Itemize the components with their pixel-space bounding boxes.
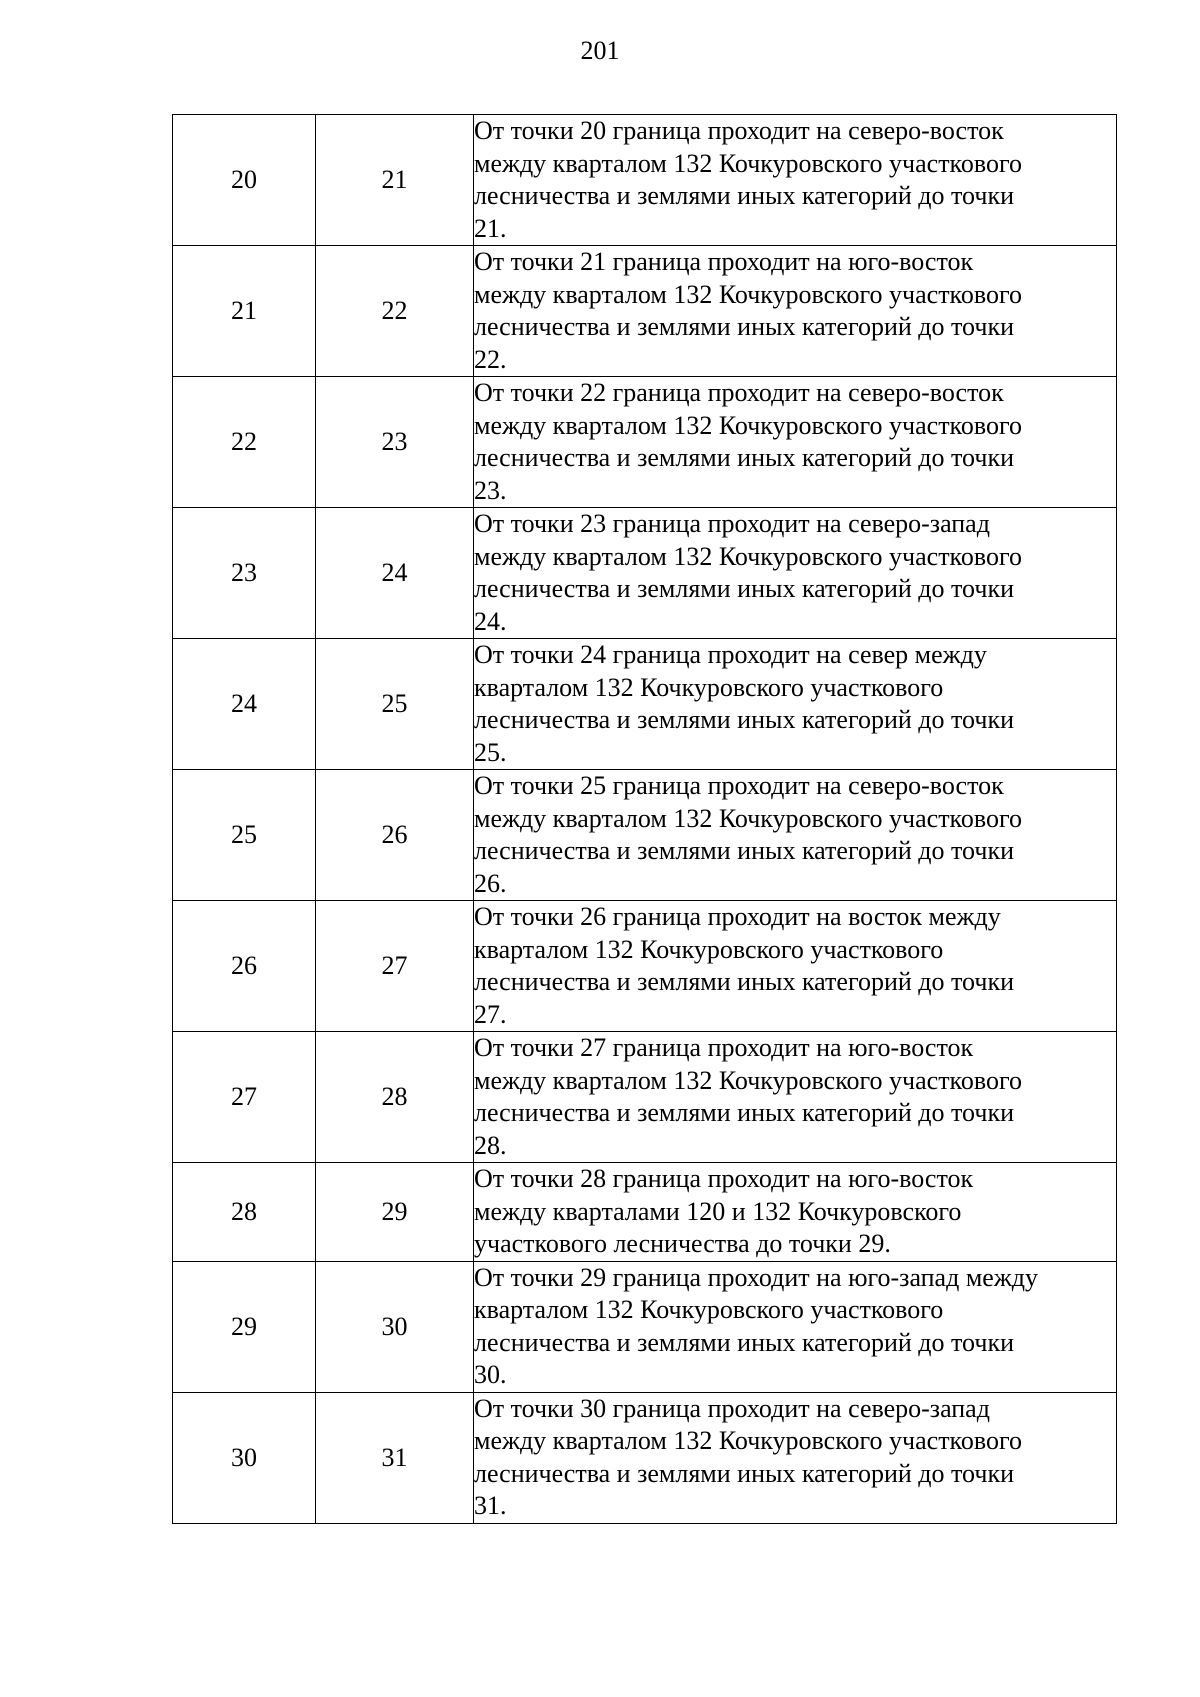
boundary-description-cell [474,1392,1117,1523]
boundary-description-cell [474,1261,1117,1392]
point-to-cell: 27 [316,901,474,1032]
description-line: между кварталом 132 Кочкуровского участкового [474,803,1022,833]
description-line: кварталом 132 Кочкуровского участкового [474,934,944,964]
boundary-description-cell [474,508,1117,639]
description-line: От точки 22 граница проходит на северо-восток [474,378,1004,407]
table-row [173,1163,1117,1262]
table-row [173,508,1117,639]
point-to-cell: 30 [316,1261,474,1392]
point-to-cell: 21 [316,115,474,246]
point-to-cell: 28 [316,1032,474,1163]
point-from-cell: 30 [173,1392,316,1523]
description-line: лесничества и землями иных категорий до точки [474,836,1014,865]
point-to-cell: 26 [316,770,474,901]
table-row [173,377,1117,508]
description-line: между кварталом 132 Кочкуровского участкового [474,410,1022,440]
point-to-cell: 31 [316,1392,474,1523]
table-body [173,115,1117,1524]
description-line: От точки 20 граница проходит на северо-восток [474,116,1004,145]
boundary-description-cell [474,377,1117,508]
description-line: 22. [474,344,507,374]
table-row [173,1032,1117,1163]
description-line: От точки 28 граница проходит на юго-восток [474,1164,974,1193]
description-line: От точки 27 граница проходит на юго-восток [474,1033,974,1062]
point-from-cell: 28 [173,1163,316,1262]
description-line: кварталом 132 Кочкуровского участкового [474,1295,944,1324]
description-line: лесничества и землями иных категорий до точки [474,1458,1014,1488]
description-line: кварталом 132 Кочкуровского участкового [474,672,944,702]
boundary-description-cell [474,1163,1117,1262]
description-line: 24. [474,606,507,636]
description-line: От точки 26 граница проходит на восток между [474,902,1001,931]
description-line: 31. [474,1491,507,1520]
table-row [173,639,1117,770]
description-line: лесничества и землями иных категорий до точки [474,312,1014,341]
description-line: 21. [474,213,507,243]
description-line: 23. [474,475,507,505]
point-from-cell: 20 [173,115,316,246]
description-line: От точки 21 граница проходит на юго-восток [474,247,974,276]
point-from-cell: 22 [173,377,316,508]
point-from-cell: 26 [173,901,316,1032]
table-row [173,1392,1117,1523]
description-line: между кварталом 132 Кочкуровского участкового [474,148,1022,178]
point-from-cell: 23 [173,508,316,639]
description-line: От точки 25 граница проходит на северо-восток [474,771,1004,800]
description-line: От точки 23 граница проходит на северо-запад [474,509,990,538]
description-line: лесничества и землями иных категорий до точки [474,443,1014,472]
description-line: между кварталом 132 Кочкуровского участкового [474,541,1022,571]
description-line: лесничества и землями иных категорий до точки [474,967,1014,996]
boundary-description-cell [474,639,1117,770]
description-line: 28. [474,1130,507,1160]
description-line: лесничества и землями иных категорий до точки [474,1327,1014,1357]
boundary-description-cell [474,1032,1117,1163]
point-from-cell: 27 [173,1032,316,1163]
page-number: 201 [580,36,620,65]
table-row [173,1261,1117,1392]
point-from-cell: 25 [173,770,316,901]
description-line: От точки 30 граница проходит на северо-запад [474,1393,990,1423]
boundary-description-cell [474,246,1117,377]
description-line: 27. [474,999,507,1029]
table-row [173,246,1117,377]
point-to-cell: 24 [316,508,474,639]
point-to-cell: 23 [316,377,474,508]
description-line: между кварталом 132 Кочкуровского участкового [474,1065,1022,1095]
table-row [173,901,1117,1032]
boundary-description-cell [474,770,1117,901]
description-line: лесничества и землями иных категорий до точки [474,574,1014,603]
point-to-cell: 29 [316,1163,474,1262]
description-line: 30. [474,1360,507,1389]
description-line: между кварталами 120 и 132 Кочкуровского [474,1196,962,1226]
description-line: между кварталом 132 Кочкуровского участкового [474,1426,1022,1455]
description-line: лесничества и землями иных категорий до точки [474,705,1014,734]
description-line: От точки 24 граница проходит на север между [474,640,987,669]
point-from-cell: 29 [173,1261,316,1392]
description-line: между кварталом 132 Кочкуровского участкового [474,279,1022,309]
point-to-cell: 25 [316,639,474,770]
boundary-table [172,114,1117,1524]
point-to-cell: 22 [316,246,474,377]
point-from-cell: 24 [173,639,316,770]
description-line: лесничества и землями иных категорий до точки [474,181,1014,210]
description-line: 26. [474,868,507,898]
description-line: 25. [474,737,507,767]
description-line: От точки 29 граница проходит на юго-запад между [474,1262,1039,1292]
boundary-description-cell [474,901,1117,1032]
table-row [173,115,1117,246]
table-row [173,770,1117,901]
description-line: участкового лесничества до точки 29. [474,1229,891,1258]
boundary-description-cell [474,115,1117,246]
description-line: лесничества и землями иных категорий до точки [474,1098,1014,1127]
point-from-cell: 21 [173,246,316,377]
